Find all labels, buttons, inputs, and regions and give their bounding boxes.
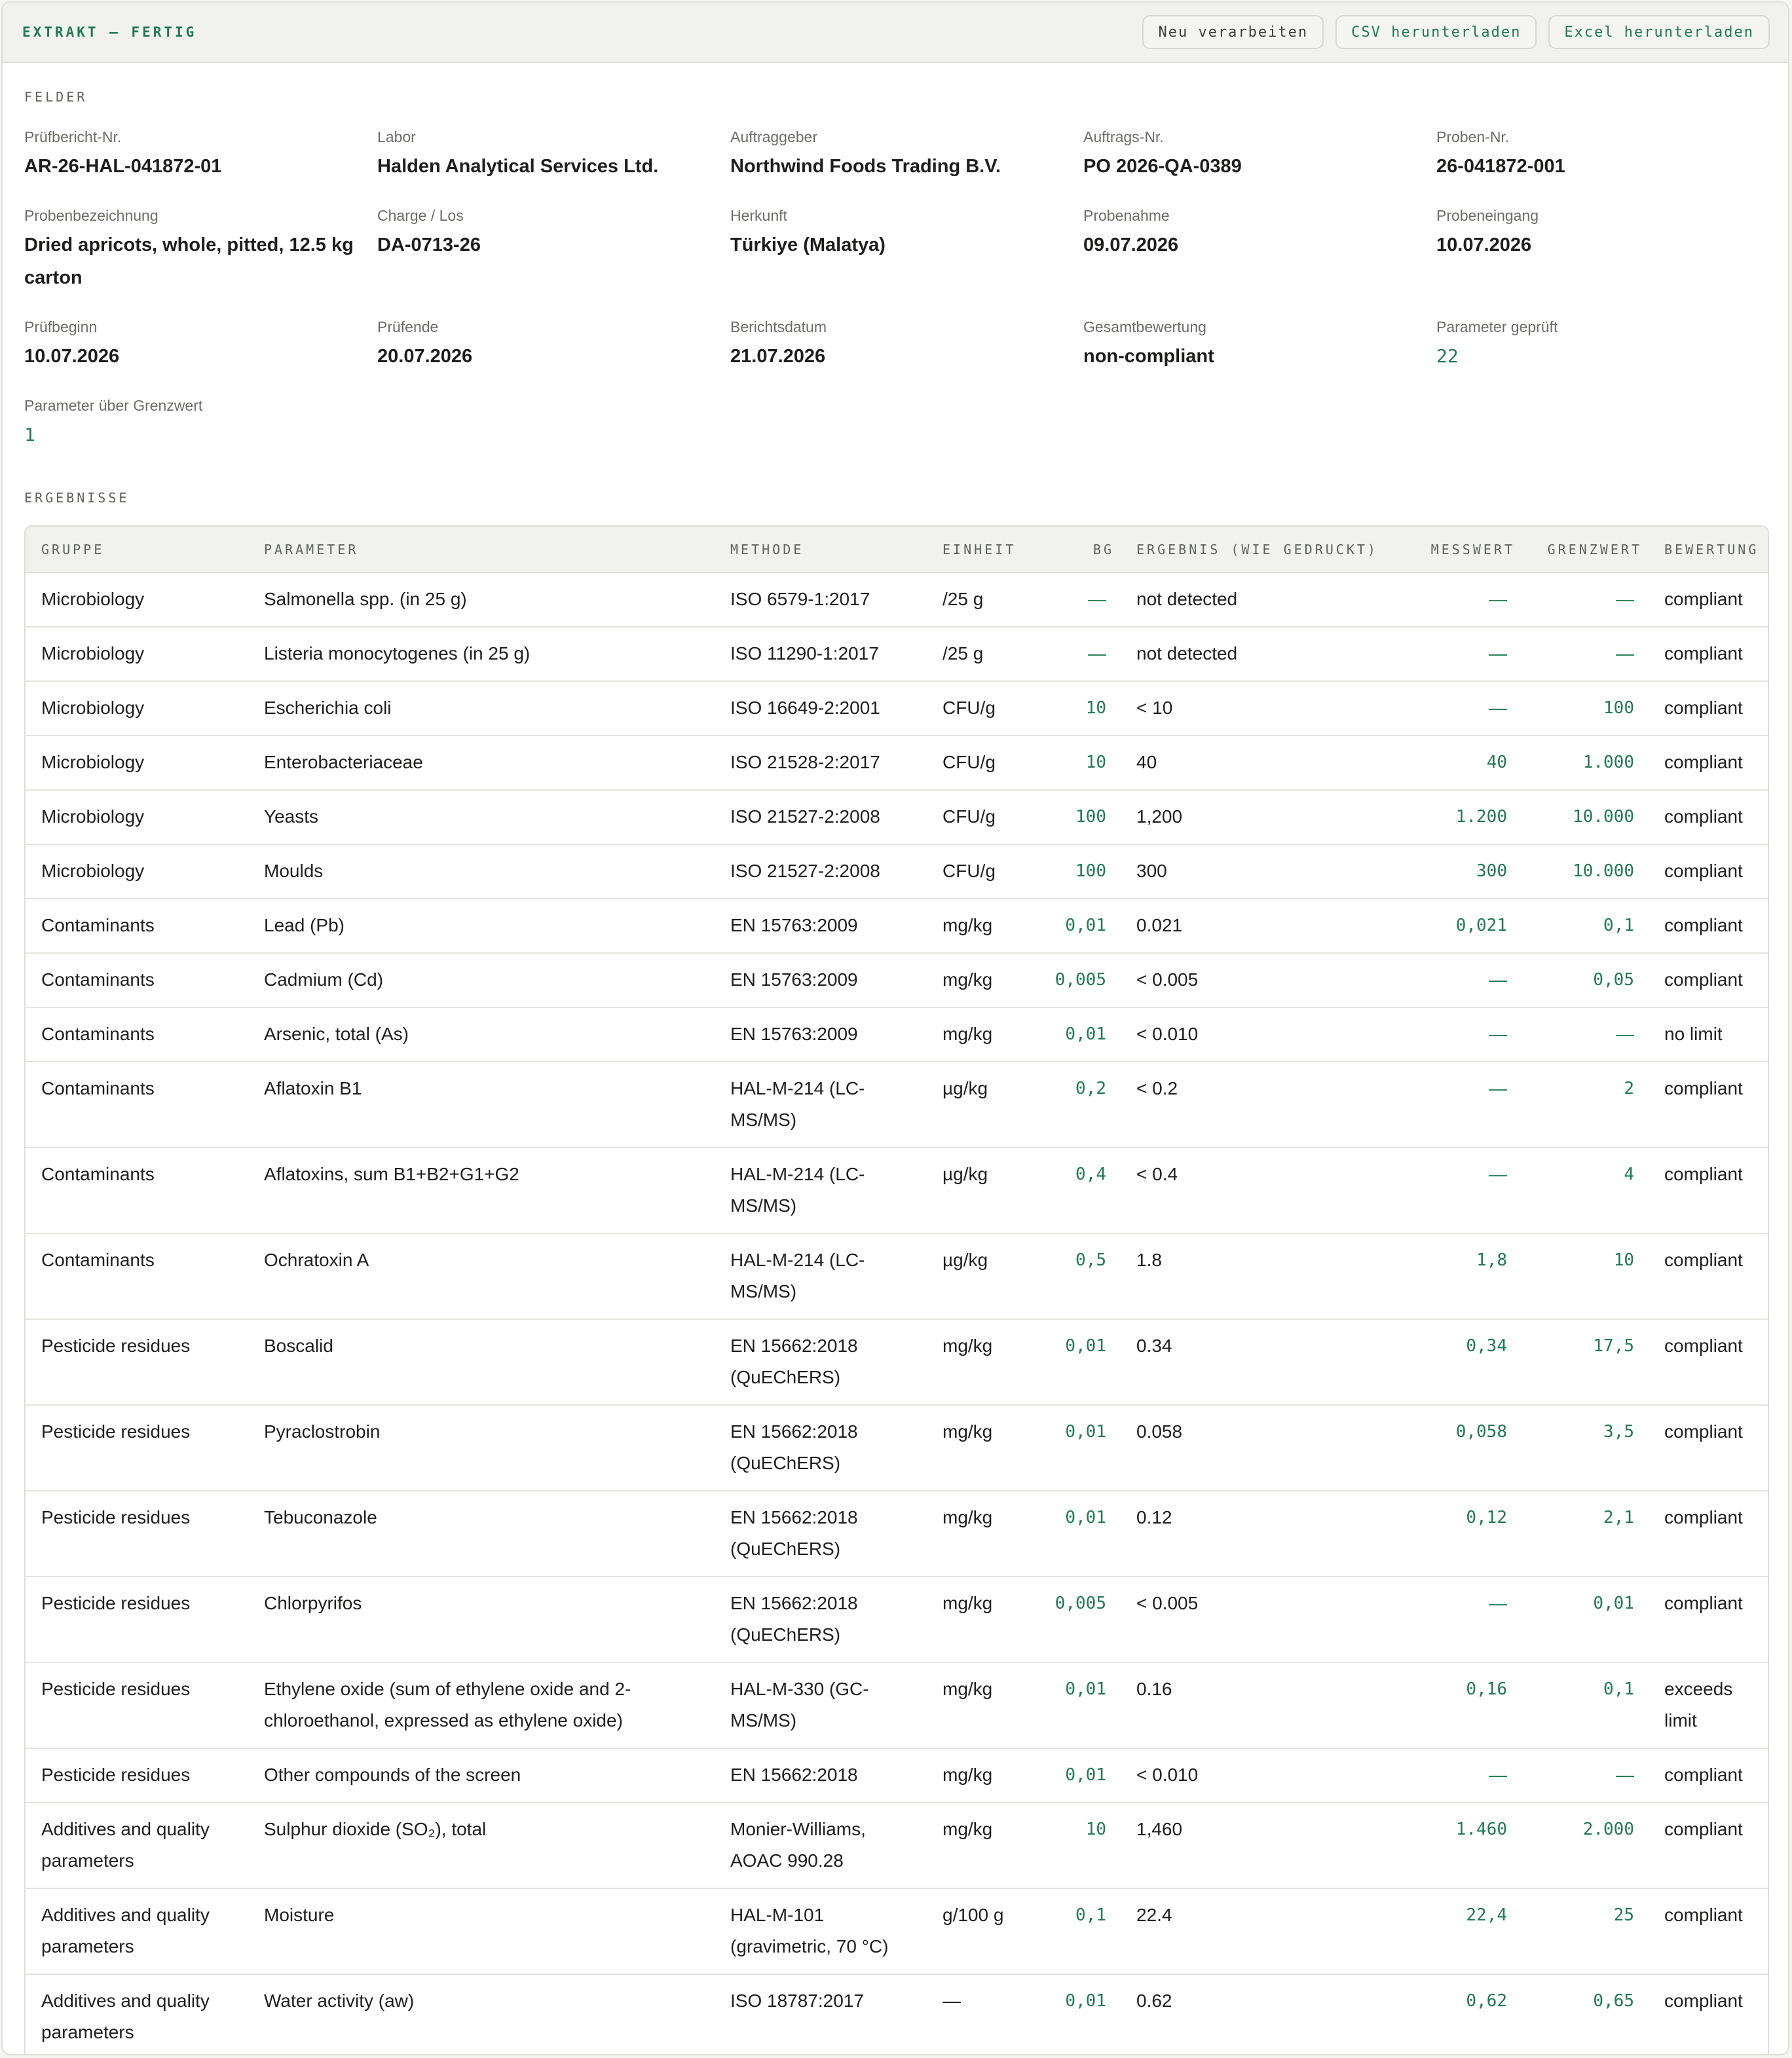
cell-parameter: Aflatoxin B1 bbox=[248, 1062, 715, 1148]
cell-group: Contaminants bbox=[26, 1148, 248, 1233]
cell-group: Contaminants bbox=[26, 1233, 248, 1319]
cell-unit: mg/kg bbox=[927, 1405, 1032, 1491]
cell-method: ISO 6579-1:2017 bbox=[730, 589, 870, 609]
table-row bbox=[26, 627, 1769, 681]
cell-bg: 0,01 bbox=[1032, 1748, 1121, 1803]
cell-bg: 0,005 bbox=[1032, 953, 1121, 1007]
status-label: EXTRAKT — FERTIG bbox=[22, 24, 197, 40]
field-value: AR-26-HAL-041872-01 bbox=[24, 156, 222, 177]
cell-unit: CFU/g bbox=[927, 790, 1032, 844]
cell-parameter: Listeria monocytogenes (in 25 g) bbox=[248, 627, 715, 681]
cell-method: HAL-M-330 (GC-MS/MS) bbox=[715, 1662, 927, 1748]
cell-limit: 10.000 bbox=[1521, 844, 1649, 899]
column-header-method[interactable]: METHODE bbox=[715, 527, 927, 572]
cell-group: Microbiology bbox=[26, 627, 248, 681]
cell-method: EN 15763:2009 bbox=[715, 953, 927, 1007]
field-label: Auftraggeber bbox=[730, 128, 817, 145]
cell-unit: mg/kg bbox=[927, 1007, 1032, 1062]
cell-assessment: compliant bbox=[1649, 1577, 1769, 1662]
cell-group: Additives and quality parameters bbox=[26, 1888, 248, 1974]
cell-assessment: compliant bbox=[1664, 589, 1743, 609]
cell-limit: 0,1 bbox=[1521, 899, 1649, 953]
field-value: Halden Analytical Services Ltd. bbox=[377, 156, 659, 177]
field-value: Northwind Foods Trading B.V. bbox=[730, 156, 1001, 177]
field-label: Probenbezeichnung bbox=[24, 207, 159, 224]
cell-parameter: Ochratoxin A bbox=[248, 1233, 715, 1319]
cell-measured: 300 bbox=[1394, 844, 1521, 899]
table-row bbox=[26, 899, 1769, 953]
cell-measured: 0,12 bbox=[1394, 1491, 1521, 1577]
cell-unit: CFU/g bbox=[927, 844, 1032, 899]
field-label: Parameter über Grenzwert bbox=[24, 397, 203, 414]
cell-method: ISO 21527-2:2008 bbox=[715, 790, 927, 844]
field-label: Probenahme bbox=[1083, 207, 1170, 224]
cell-group: Pesticide residues bbox=[26, 1748, 248, 1803]
cell-parameter: Yeasts bbox=[248, 790, 715, 844]
cell-parameter: Pyraclostrobin bbox=[248, 1405, 715, 1491]
table-row bbox=[26, 790, 1769, 844]
cell-method: EN 15662:2018 (QuEChERS) bbox=[715, 1405, 927, 1491]
cell-assessment: compliant bbox=[1649, 1062, 1769, 1148]
cell-limit: 2 bbox=[1521, 1062, 1649, 1148]
cell-method: HAL-M-214 (LC-MS/MS) bbox=[715, 1233, 927, 1319]
cell-assessment: compliant bbox=[1649, 1233, 1769, 1319]
cell-limit: 17,5 bbox=[1521, 1319, 1649, 1405]
cell-assessment: compliant bbox=[1649, 844, 1769, 899]
field-item bbox=[1436, 317, 1766, 396]
column-header-assessment[interactable]: BEWERTUNG bbox=[1649, 527, 1769, 572]
cell-bg: 0,01 bbox=[1032, 1491, 1121, 1577]
cell-limit: 0,05 bbox=[1521, 953, 1649, 1007]
cell-unit: mg/kg bbox=[927, 899, 1032, 953]
field-item bbox=[1436, 127, 1766, 206]
cell-method: ISO 21527-2:2008 bbox=[715, 844, 927, 899]
field-item bbox=[730, 206, 1083, 317]
field-value: 22 bbox=[1436, 345, 1459, 367]
field-item bbox=[1436, 206, 1766, 317]
cell-unit: g/100 g bbox=[927, 1888, 1032, 1974]
cell-limit: 4 bbox=[1521, 1148, 1649, 1233]
table-row bbox=[26, 1748, 1769, 1803]
cell-unit: mg/kg bbox=[927, 953, 1032, 1007]
cell-limit: 2,1 bbox=[1521, 1491, 1649, 1577]
cell-bg: 0,01 bbox=[1032, 1662, 1121, 1748]
cell-assessment: compliant bbox=[1649, 1319, 1769, 1405]
cell-result: < 0.2 bbox=[1121, 1062, 1394, 1148]
table-row bbox=[26, 1577, 1769, 1662]
cell-group: Pesticide residues bbox=[26, 1577, 248, 1662]
cell-measured: 0,16 bbox=[1394, 1662, 1521, 1748]
field-value: 26-041872-001 bbox=[1436, 156, 1565, 177]
cell-method: EN 15763:2009 bbox=[715, 1007, 927, 1062]
cell-limit: 0,01 bbox=[1521, 1577, 1649, 1662]
column-header-measured[interactable]: MESSWERT bbox=[1394, 527, 1521, 572]
cell-bg: 0,1 bbox=[1032, 1888, 1121, 1974]
cell-result: < 0.4 bbox=[1121, 1148, 1394, 1233]
table-row bbox=[26, 953, 1769, 1007]
cell-measured: 40 bbox=[1394, 736, 1521, 790]
cell-parameter: Water activity (aw) bbox=[248, 1974, 715, 2055]
cell-method: EN 15763:2009 bbox=[715, 899, 927, 953]
header-actions bbox=[1142, 15, 1770, 49]
cell-bg: 0,01 bbox=[1032, 1974, 1121, 2055]
cell-method: HAL-M-101 (gravimetric, 70 °C) bbox=[715, 1888, 927, 1974]
field-label: Probeneingang bbox=[1436, 207, 1539, 224]
cell-assessment: no limit bbox=[1649, 1007, 1769, 1062]
cell-method: EN 15662:2018 bbox=[715, 1748, 927, 1803]
csv-download-button[interactable]: CSV herunterladen bbox=[1335, 15, 1537, 49]
table-row bbox=[26, 1148, 1769, 1233]
cell-unit: mg/kg bbox=[927, 1662, 1032, 1748]
cell-parameter: Boscalid bbox=[248, 1319, 715, 1405]
field-item bbox=[1083, 317, 1436, 396]
cell-group: Microbiology bbox=[26, 681, 248, 736]
cell-assessment: compliant bbox=[1649, 1888, 1769, 1974]
fields-grid bbox=[24, 127, 1766, 461]
field-item bbox=[1083, 206, 1436, 317]
column-header-limit[interactable]: GRENZWERT bbox=[1521, 527, 1649, 572]
cell-unit: mg/kg bbox=[927, 1491, 1032, 1577]
cell-measured: — bbox=[1394, 681, 1521, 736]
cell-limit: — bbox=[1521, 1007, 1649, 1062]
cell-parameter: Salmonella spp. (in 25 g) bbox=[264, 589, 467, 609]
cell-bg: 10 bbox=[1032, 736, 1121, 790]
cell-bg: 10 bbox=[1032, 1803, 1121, 1888]
table-row bbox=[26, 1888, 1769, 1974]
field-value: Dried apricots, whole, pitted, 12.5 kg carton bbox=[24, 234, 354, 288]
cell-group: Microbiology bbox=[26, 790, 248, 844]
cell-limit: 10 bbox=[1521, 1233, 1649, 1319]
cell-result: 0.058 bbox=[1121, 1405, 1394, 1491]
cell-parameter: Lead (Pb) bbox=[248, 899, 715, 953]
cell-assessment: exceeds limit bbox=[1649, 1662, 1769, 1748]
cell-result: 1.8 bbox=[1121, 1233, 1394, 1319]
cell-unit: µg/kg bbox=[927, 1233, 1032, 1319]
cell-group: Microbiology bbox=[26, 844, 248, 899]
field-label: Proben-Nr. bbox=[1436, 128, 1510, 145]
cell-parameter: Aflatoxins, sum B1+B2+G1+G2 bbox=[248, 1148, 715, 1233]
cell-method: ISO 11290-1:2017 bbox=[715, 627, 927, 681]
cell-parameter: Moulds bbox=[248, 844, 715, 899]
field-item bbox=[1083, 127, 1436, 206]
results-section-label: ERGEBNISSE bbox=[24, 490, 130, 506]
cell-limit: — bbox=[1616, 589, 1634, 609]
field-value: DA-0713-26 bbox=[377, 234, 481, 255]
cell-parameter: Sulphur dioxide (SO₂), total bbox=[248, 1803, 715, 1888]
table-body bbox=[26, 572, 1769, 2055]
cell-unit: CFU/g bbox=[927, 681, 1032, 736]
cell-group: Contaminants bbox=[26, 953, 248, 1007]
cell-unit: mg/kg bbox=[927, 1577, 1032, 1662]
cell-measured: — bbox=[1394, 1148, 1521, 1233]
cell-unit: — bbox=[927, 1974, 1032, 2055]
cell-assessment: compliant bbox=[1649, 1748, 1769, 1803]
cell-assessment: compliant bbox=[1649, 1974, 1769, 2055]
cell-parameter: Arsenic, total (As) bbox=[248, 1007, 715, 1062]
cell-limit: — bbox=[1521, 1748, 1649, 1803]
table-row bbox=[26, 572, 1769, 627]
cell-group: Contaminants bbox=[26, 1062, 248, 1148]
field-item bbox=[24, 317, 377, 396]
column-header-group[interactable]: GRUPPE bbox=[26, 527, 248, 572]
cell-result: < 10 bbox=[1121, 681, 1394, 736]
cell-group: Pesticide residues bbox=[26, 1491, 248, 1577]
cell-measured: 1,8 bbox=[1394, 1233, 1521, 1319]
field-label: Herkunft bbox=[730, 207, 787, 224]
cell-measured: 0,021 bbox=[1394, 899, 1521, 953]
column-header-parameter[interactable]: PARAMETER bbox=[248, 527, 715, 572]
field-value: 10.07.2026 bbox=[24, 346, 120, 367]
field-label: Gesamtbewertung bbox=[1083, 318, 1206, 335]
fields-section-label: FELDER bbox=[24, 89, 88, 105]
cell-limit: 2.000 bbox=[1521, 1803, 1649, 1888]
cell-bg: 100 bbox=[1032, 790, 1121, 844]
cell-result: 300 bbox=[1121, 844, 1394, 899]
field-item bbox=[730, 127, 1083, 206]
table-row bbox=[26, 1803, 1769, 1888]
cell-measured: — bbox=[1394, 627, 1521, 681]
cell-bg: 0,01 bbox=[1032, 1319, 1121, 1405]
field-value: 10.07.2026 bbox=[1436, 234, 1532, 255]
cell-group: Microbiology bbox=[41, 589, 145, 609]
cell-parameter: Cadmium (Cd) bbox=[248, 953, 715, 1007]
cell-method: HAL-M-214 (LC-MS/MS) bbox=[715, 1148, 927, 1233]
cell-bg: 100 bbox=[1032, 844, 1121, 899]
field-label: Berichtsdatum bbox=[730, 318, 827, 335]
cell-bg: 0,01 bbox=[1032, 1405, 1121, 1491]
cell-method: Monier-Williams, AOAC 990.28 bbox=[715, 1803, 927, 1888]
cell-limit: 100 bbox=[1521, 681, 1649, 736]
cell-unit: /25 g bbox=[943, 589, 984, 609]
cell-result: 1,460 bbox=[1121, 1803, 1394, 1888]
field-label: Auftrags-Nr. bbox=[1083, 128, 1164, 145]
field-label: Prüfbericht-Nr. bbox=[24, 128, 122, 145]
cell-bg: — bbox=[1032, 627, 1121, 681]
field-item bbox=[730, 317, 1083, 396]
field-item bbox=[377, 317, 730, 396]
cell-assessment: compliant bbox=[1649, 1803, 1769, 1888]
cell-measured: 22,4 bbox=[1394, 1888, 1521, 1974]
cell-result: 0.34 bbox=[1121, 1319, 1394, 1405]
cell-result: 0.12 bbox=[1121, 1491, 1394, 1577]
cell-measured: 0,62 bbox=[1394, 1974, 1521, 2055]
cell-bg: 0,5 bbox=[1032, 1233, 1121, 1319]
field-value: non-compliant bbox=[1083, 346, 1214, 367]
cell-measured: — bbox=[1394, 1577, 1521, 1662]
extract-panel bbox=[1, 1, 1789, 2055]
table-row bbox=[26, 1062, 1769, 1148]
table-row bbox=[26, 681, 1769, 736]
cell-assessment: compliant bbox=[1649, 790, 1769, 844]
cell-parameter: Ethylene oxide (sum of ethylene oxide and 2-chloroethanol, expressed as ethylene oxide) bbox=[248, 1662, 715, 1748]
cell-measured: — bbox=[1489, 589, 1507, 609]
table-header-row bbox=[26, 527, 1769, 572]
cell-assessment: compliant bbox=[1649, 1148, 1769, 1233]
cell-limit: 25 bbox=[1521, 1888, 1649, 1974]
field-value: PO 2026-QA-0389 bbox=[1083, 156, 1242, 177]
field-label: Prüfbeginn bbox=[24, 318, 98, 335]
field-label: Parameter geprüft bbox=[1436, 318, 1558, 335]
cell-limit: 0,1 bbox=[1521, 1662, 1649, 1748]
cell-parameter: Other compounds of the screen bbox=[248, 1748, 715, 1803]
cell-result: not detected bbox=[1121, 627, 1394, 681]
cell-assessment: compliant bbox=[1649, 627, 1769, 681]
cell-result: < 0.010 bbox=[1121, 1007, 1394, 1062]
cell-group: Pesticide residues bbox=[26, 1405, 248, 1491]
field-value: 09.07.2026 bbox=[1083, 234, 1179, 255]
results-table bbox=[26, 527, 1769, 2055]
cell-parameter: Chlorpyrifos bbox=[248, 1577, 715, 1662]
field-value: 1 bbox=[24, 424, 35, 445]
cell-assessment: compliant bbox=[1649, 681, 1769, 736]
field-value: 20.07.2026 bbox=[377, 346, 473, 367]
cell-limit: 1.000 bbox=[1521, 736, 1649, 790]
field-item bbox=[377, 127, 730, 206]
cell-measured: — bbox=[1394, 1007, 1521, 1062]
cell-unit: mg/kg bbox=[927, 1803, 1032, 1888]
cell-method: EN 15662:2018 (QuEChERS) bbox=[715, 1491, 927, 1577]
table-row bbox=[26, 1007, 1769, 1062]
cell-parameter: Escherichia coli bbox=[248, 681, 715, 736]
table-row bbox=[26, 1662, 1769, 1748]
cell-measured: 1.460 bbox=[1394, 1803, 1521, 1888]
cell-measured: — bbox=[1394, 953, 1521, 1007]
excel-download-button[interactable]: Excel herunterladen bbox=[1548, 15, 1770, 49]
field-value: 21.07.2026 bbox=[730, 346, 826, 367]
table-row bbox=[26, 1319, 1769, 1405]
cell-unit: µg/kg bbox=[927, 1062, 1032, 1148]
cell-bg: 0,005 bbox=[1032, 1577, 1121, 1662]
cell-measured: 0,058 bbox=[1394, 1405, 1521, 1491]
cell-group: Contaminants bbox=[26, 1007, 248, 1062]
cell-limit: 10.000 bbox=[1521, 790, 1649, 844]
cell-group: Contaminants bbox=[26, 899, 248, 953]
cell-result: not detected bbox=[1136, 589, 1238, 609]
column-header-result[interactable]: ERGEBNIS (WIE GEDRUCKT) bbox=[1121, 527, 1394, 572]
cell-bg: 0,01 bbox=[1032, 1007, 1121, 1062]
cell-result: 1,200 bbox=[1121, 790, 1394, 844]
cell-unit: mg/kg bbox=[927, 1319, 1032, 1405]
cell-limit: 0,65 bbox=[1521, 1974, 1649, 2055]
cell-unit: mg/kg bbox=[927, 1748, 1032, 1803]
cell-result: 40 bbox=[1121, 736, 1394, 790]
cell-bg: 0,01 bbox=[1032, 899, 1121, 953]
cell-group: Pesticide residues bbox=[26, 1319, 248, 1405]
results-table-container bbox=[24, 525, 1769, 2055]
column-header-bg[interactable]: BG bbox=[1032, 527, 1121, 572]
cell-assessment: compliant bbox=[1649, 736, 1769, 790]
cell-result: 0.16 bbox=[1121, 1662, 1394, 1748]
table-row bbox=[26, 1405, 1769, 1491]
cell-result: 22.4 bbox=[1121, 1888, 1394, 1974]
cell-group: Additives and quality parameters bbox=[26, 1803, 248, 1888]
field-item bbox=[24, 396, 377, 461]
cell-unit: /25 g bbox=[927, 627, 1032, 681]
field-item bbox=[24, 127, 377, 206]
cell-unit: µg/kg bbox=[927, 1148, 1032, 1233]
field-label: Charge / Los bbox=[377, 207, 464, 224]
cell-parameter: Moisture bbox=[248, 1888, 715, 1974]
cell-parameter: Tebuconazole bbox=[248, 1491, 715, 1577]
cell-result: 0.021 bbox=[1121, 899, 1394, 953]
cell-assessment: compliant bbox=[1649, 1491, 1769, 1577]
cell-measured: — bbox=[1394, 1748, 1521, 1803]
cell-group: Microbiology bbox=[26, 736, 248, 790]
cell-method: EN 15662:2018 (QuEChERS) bbox=[715, 1319, 927, 1405]
cell-unit: CFU/g bbox=[927, 736, 1032, 790]
table-row bbox=[26, 1233, 1769, 1319]
cell-measured: 1.200 bbox=[1394, 790, 1521, 844]
table-row bbox=[26, 736, 1769, 790]
cell-result: 0.62 bbox=[1121, 1974, 1394, 2055]
cell-limit: — bbox=[1521, 627, 1649, 681]
cell-parameter: Enterobacteriaceae bbox=[248, 736, 715, 790]
table-row bbox=[26, 1974, 1769, 2055]
cell-method: ISO 16649-2:2001 bbox=[715, 681, 927, 736]
cell-group: Additives and quality parameters bbox=[26, 1974, 248, 2055]
cell-group: Pesticide residues bbox=[26, 1662, 248, 1748]
column-header-unit[interactable]: EINHEIT bbox=[927, 527, 1032, 572]
cell-measured: — bbox=[1394, 1062, 1521, 1148]
panel-header bbox=[3, 3, 1788, 63]
cell-result: < 0.005 bbox=[1121, 1577, 1394, 1662]
cell-method: EN 15662:2018 (QuEChERS) bbox=[715, 1577, 927, 1662]
table-row bbox=[26, 1491, 1769, 1577]
field-item bbox=[24, 206, 377, 317]
cell-bg: — bbox=[1088, 589, 1106, 609]
cell-bg: 0,2 bbox=[1032, 1062, 1121, 1148]
cell-method: HAL-M-214 (LC-MS/MS) bbox=[715, 1062, 927, 1148]
cell-measured: 0,34 bbox=[1394, 1319, 1521, 1405]
cell-assessment: compliant bbox=[1649, 953, 1769, 1007]
cell-assessment: compliant bbox=[1649, 899, 1769, 953]
table-row bbox=[26, 844, 1769, 899]
field-label: Labor bbox=[377, 128, 416, 145]
cell-bg: 0,4 bbox=[1032, 1148, 1121, 1233]
cell-result: < 0.005 bbox=[1121, 953, 1394, 1007]
field-value: Türkiye (Malatya) bbox=[730, 234, 886, 255]
field-item bbox=[377, 206, 730, 317]
cell-method: ISO 18787:2017 bbox=[715, 1974, 927, 2055]
cell-bg: 10 bbox=[1032, 681, 1121, 736]
cell-method: ISO 21528-2:2017 bbox=[715, 736, 927, 790]
cell-result: < 0.010 bbox=[1121, 1748, 1394, 1803]
cell-limit: 3,5 bbox=[1521, 1405, 1649, 1491]
cell-assessment: compliant bbox=[1649, 1405, 1769, 1491]
reprocess-button[interactable]: Neu verarbeiten bbox=[1142, 15, 1324, 49]
field-label: Prüfende bbox=[377, 318, 439, 335]
